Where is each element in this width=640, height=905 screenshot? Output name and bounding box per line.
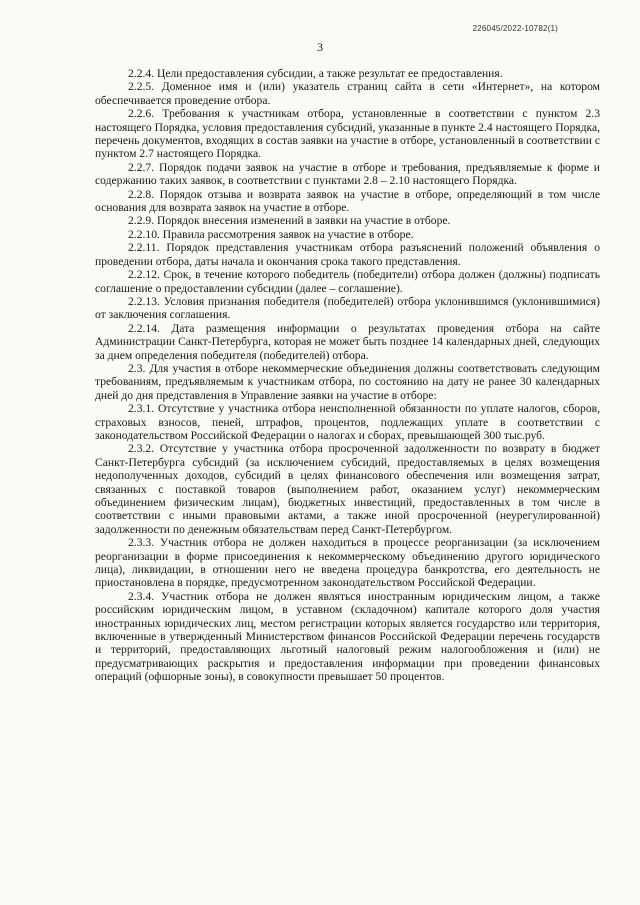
paragraph-2-3-3: 2.3.3. Участник отбора не должен находиться в процессе реорганизации (за исключением реорганизации в форме присоединения к некоммерческому объединению другого юридического лица), ликвидации, в отношении него не введена процедура банкротства, его деятельность не приостановлена в порядке, предусмотренном законодательством Российской Федерации. <box>95 536 600 590</box>
paragraph-2-3-4: 2.3.4. Участник отбора не должен являться иностранным юридическим лицом, а также российским юридическим лицом, в уставном (складочном) капитале которого доля участия иностранных юридических лиц, местом регистрации которых является государство или территория, включенные в утвержденный Министерством финансов Российской Федерации перечень государств и территорий, предоставляющих льготный налоговый режим налогообложения и (или) не предусматривающих раскрытия и предоставления информации при проведении финансовых операций (офшорные зоны), в совокупности превышает 50 процентов. <box>95 589 600 684</box>
paragraph-2-2-5: 2.2.5. Доменное имя и (или) указатель страниц сайта в сети «Интернет», на котором обеспечивается проведение отбора. <box>95 80 600 107</box>
paragraph-2-2-4: 2.2.4. Цели предоставления субсидии, а также результат ее предоставления. <box>128 67 503 80</box>
document-body <box>95 67 600 684</box>
paragraph-2-2-14: 2.2.14. Дата размещения информации о результатах проведения отбора на сайте Администрации Санкт-Петербурга, которая не может быть позднее 14 календарных дней, следующих за днем определения победителя (победителей) отбора. <box>95 321 600 362</box>
paragraph-2-2-8: 2.2.8. Порядок отзыва и возврата заявок на участие в отборе, определяющий в том числе основания для возврата заявок на участие в отборе. <box>95 187 600 215</box>
paragraph-2-2-11: 2.2.11. Порядок представления участникам отбора разъяснений положений объявления о проведении отбора, даты начала и окончания срока такого представления. <box>95 241 600 268</box>
paragraph-2-2-12: 2.2.12. Срок, в течение которого победитель (победители) отбора должен (должны) подписать соглашение о предоставлении субсидии (далее – соглашение). <box>95 268 600 295</box>
paragraph-2-2-10: 2.2.10. Правила рассмотрения заявок на участие в отборе. <box>128 227 414 241</box>
paragraph-2-2-6: 2.2.6. Требования к участникам отбора, установленные в соответствии с пунктом 2.3 настоящего Порядка, условия предоставления субсидий, указанные в пункте 2.4 настоящего Порядка, перечень документов, входящих в состав заявки на участие в отборе, установленный в соответствии с пунктом 2.7 настоящего Порядка. <box>95 107 600 161</box>
paragraph-2-2-13: 2.2.13. Условия признания победителя (победителей) отбора уклонившимся (уклонившимися) от заключения соглашения. <box>95 294 600 322</box>
paragraph-2-2-7: 2.2.7. Порядок подачи заявок на участие в отборе и требования, предъявляемые к форме и содержанию таких заявок, в соответствии с пунктами 2.8 – 2.10 настоящего Порядка. <box>95 160 600 188</box>
paragraph-2-3-1: 2.3.1. Отсутствие у участника отбора неисполненной обязанности по уплате налогов, сборов, страховых взносов, пеней, штрафов, процентов, подлежащих уплате в соответствии с законодательством Российской Федерации о налогах и сборах, превышающей 300 тыс.руб. <box>95 402 600 442</box>
paragraph-2-2-9: 2.2.9. Порядок внесения изменений в заявки на участие в отборе. <box>128 214 451 228</box>
page-number: 3 <box>317 40 323 54</box>
paragraph-2-3-2: 2.3.2. Отсутствие у участника отбора просроченной задолженности по возврату в бюджет Санкт-Петербурга субсидий (за исключением субсидий, предоставляемых в целях возмещения недополученных доходов, субсидий в целях финансового обеспечения или возмещения затрат, связанных с поставкой товаров (выполнением работ, оказанием услуг) некоммерческим объединением физическим лицам), бюджетных инвестиций, предоставленных в том числе в соответствии с иными правовыми актами, а также иной просроченной (неурегулированной) задолженности по денежным обязательствам перед Санкт-Петербургом. <box>95 442 600 536</box>
document-id: 226045/2022-10782(1) <box>472 24 558 33</box>
paragraph-2-3: 2.3. Для участия в отборе некоммерческие объединения должны соответствовать следующим требованиям, предъявляемым к участникам отбора, по состоянию на дату не ранее 30 календарных дней до дня представления в Управление заявки на участие в отборе: <box>95 361 600 402</box>
